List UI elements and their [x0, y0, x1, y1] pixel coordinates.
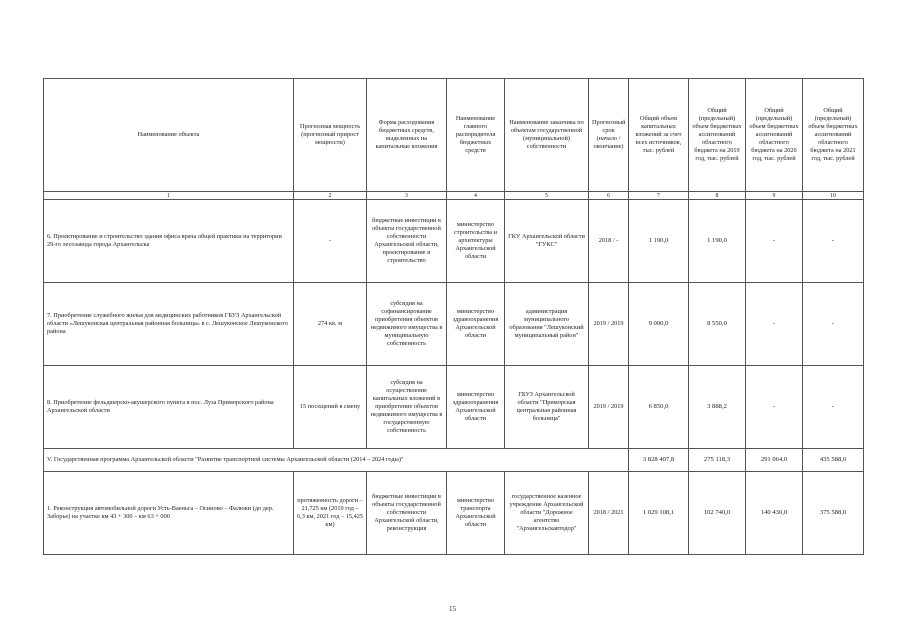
- column-number: 6: [589, 192, 629, 200]
- capital-investments-table: [43, 78, 864, 555]
- object-name: 8. Приобретение фельдшерско-акушерского пункта в пос. Луза Приморского района Архангельской области: [44, 366, 294, 449]
- customer-cell: администрация муниципального образования "Лешуконский муниципальный район": [505, 283, 589, 366]
- header-cell: Общий (предельный) объем бюджетных ассигнований областного бюджета на 2020 год, тыс. рублей: [746, 79, 803, 192]
- capacity-cell: 15 посещений в смену: [294, 366, 367, 449]
- year-2021-cell: -: [803, 283, 864, 366]
- object-name: 1. Реконструкция автомобильной дороги Усть-Ваеньга – Осиново – Фалюки (до дер. Заборье) на участке км 43 + 300 – км 63 + 000: [44, 472, 294, 555]
- year-2020-cell: -: [746, 200, 803, 283]
- budget-manager-cell: министерство здравоохранения Архангельской области: [447, 283, 505, 366]
- header-cell: Форма расходования бюджетных средств, выделенных на капитальные вложения: [367, 79, 447, 192]
- page-number: 15: [449, 605, 456, 613]
- table-header-row: [44, 79, 864, 192]
- header-cell: Наименование объекта: [44, 79, 294, 192]
- term-cell: 2019 / 2019: [589, 283, 629, 366]
- program-2021-cell: 435 588,0: [803, 449, 864, 472]
- year-2019-cell: 1 190,0: [689, 200, 746, 283]
- year-2020-cell: -: [746, 366, 803, 449]
- table-row: [44, 283, 864, 366]
- table-row: [44, 366, 864, 449]
- year-2021-cell: 375 588,0: [803, 472, 864, 555]
- program-2019-cell: 275 118,3: [689, 449, 746, 472]
- customer-cell: ГКУ Архангельской области "ГУКС": [505, 200, 589, 283]
- table-row: [44, 472, 864, 555]
- year-2019-cell: 3 888,2: [689, 366, 746, 449]
- capacity-cell: -: [294, 200, 367, 283]
- column-number: 2: [294, 192, 367, 200]
- spending-form-cell: субсидия на осуществление капитальных вложений в приобретение объектов недвижимого имущества в государственную собственность: [367, 366, 447, 449]
- program-row: [44, 449, 864, 472]
- year-2020-cell: 140 430,0: [746, 472, 803, 555]
- object-name: 6. Проектирование и строительство здания офиса врача общей практики на территории 29-го лесозавода города Архангельска: [44, 200, 294, 283]
- column-number: 8: [689, 192, 746, 200]
- program-title: V. Государственная программа Архангельской области "Развитие транспортной системы Архангельской области (2014 – 2024 годы)": [44, 449, 629, 472]
- header-cell: Прогнозная мощность (прогнозный прирост мощности): [294, 79, 367, 192]
- year-2020-cell: -: [746, 283, 803, 366]
- term-cell: 2019 / 2019: [589, 366, 629, 449]
- budget-manager-cell: министерство здравоохранения Архангельской области: [447, 366, 505, 449]
- budget-manager-cell: министерство строительства и архитектуры Архангельской области: [447, 200, 505, 283]
- header-cell: Общий объем капитальных вложений за счет всех источников, тыс. рублей: [629, 79, 689, 192]
- header-cell: Наименование главного распорядителя бюджетных средств: [447, 79, 505, 192]
- year-2019-cell: 102 740,0: [689, 472, 746, 555]
- object-name: 7. Приобретение служебного жилья для медицинских работников ГБУЗ Архангельской области «Лешуконская центральная районная больница» в с. Лешуконское Лешуконского района: [44, 283, 294, 366]
- total-cell: 9 000,0: [629, 283, 689, 366]
- program-total-cell: 3 828 407,8: [629, 449, 689, 472]
- capacity-cell: 274 кв. м: [294, 283, 367, 366]
- program-2020-cell: 291 064,0: [746, 449, 803, 472]
- total-cell: 1 190,0: [629, 200, 689, 283]
- budget-manager-cell: министерство транспорта Архангельской области: [447, 472, 505, 555]
- total-cell: 6 850,0: [629, 366, 689, 449]
- capacity-cell: протяженность дороги – 21,725 км (2019 год – 6,3 км, 2021 год – 15,425 км): [294, 472, 367, 555]
- year-2019-cell: 8 550,0: [689, 283, 746, 366]
- term-cell: 2018 / 2021: [589, 472, 629, 555]
- column-number: 10: [803, 192, 864, 200]
- year-2021-cell: -: [803, 366, 864, 449]
- column-number-row: [44, 192, 864, 200]
- total-cell: 1 029 108,1: [629, 472, 689, 555]
- year-2021-cell: -: [803, 200, 864, 283]
- column-number: 1: [44, 192, 294, 200]
- column-number: 4: [447, 192, 505, 200]
- column-number: 3: [367, 192, 447, 200]
- spending-form-cell: бюджетные инвестиции в объекты государственной собственности Архангельской области, проектирование и строительство: [367, 200, 447, 283]
- header-cell: Общий (предельный) объем бюджетных ассигнований областного бюджета на 2019 год, тыс. рублей: [689, 79, 746, 192]
- spending-form-cell: субсидия на софинансирование приобретения объектов недвижимого имущества в муниципальную собственность: [367, 283, 447, 366]
- header-cell: Общий (предельный) объем бюджетных ассигнований областного бюджета на 2021 год, тыс. рублей: [803, 79, 864, 192]
- column-number: 5: [505, 192, 589, 200]
- term-cell: 2018 / -: [589, 200, 629, 283]
- column-number: 7: [629, 192, 689, 200]
- spending-form-cell: бюджетные инвестиции в объекты государственной собственности Архангельской области, реконструкция: [367, 472, 447, 555]
- column-number: 9: [746, 192, 803, 200]
- customer-cell: ГБУЗ Архангельской области "Приморская центральная районная больница": [505, 366, 589, 449]
- header-cell: Наименование заказчика по объектам государственной (муниципальной) собственности: [505, 79, 589, 192]
- header-cell: Прогнозный срок (начало / окончание): [589, 79, 629, 192]
- table-row: [44, 200, 864, 283]
- customer-cell: государственное казенное учреждение Архангельской области "Дорожное агентство "Архангельскавтодор": [505, 472, 589, 555]
